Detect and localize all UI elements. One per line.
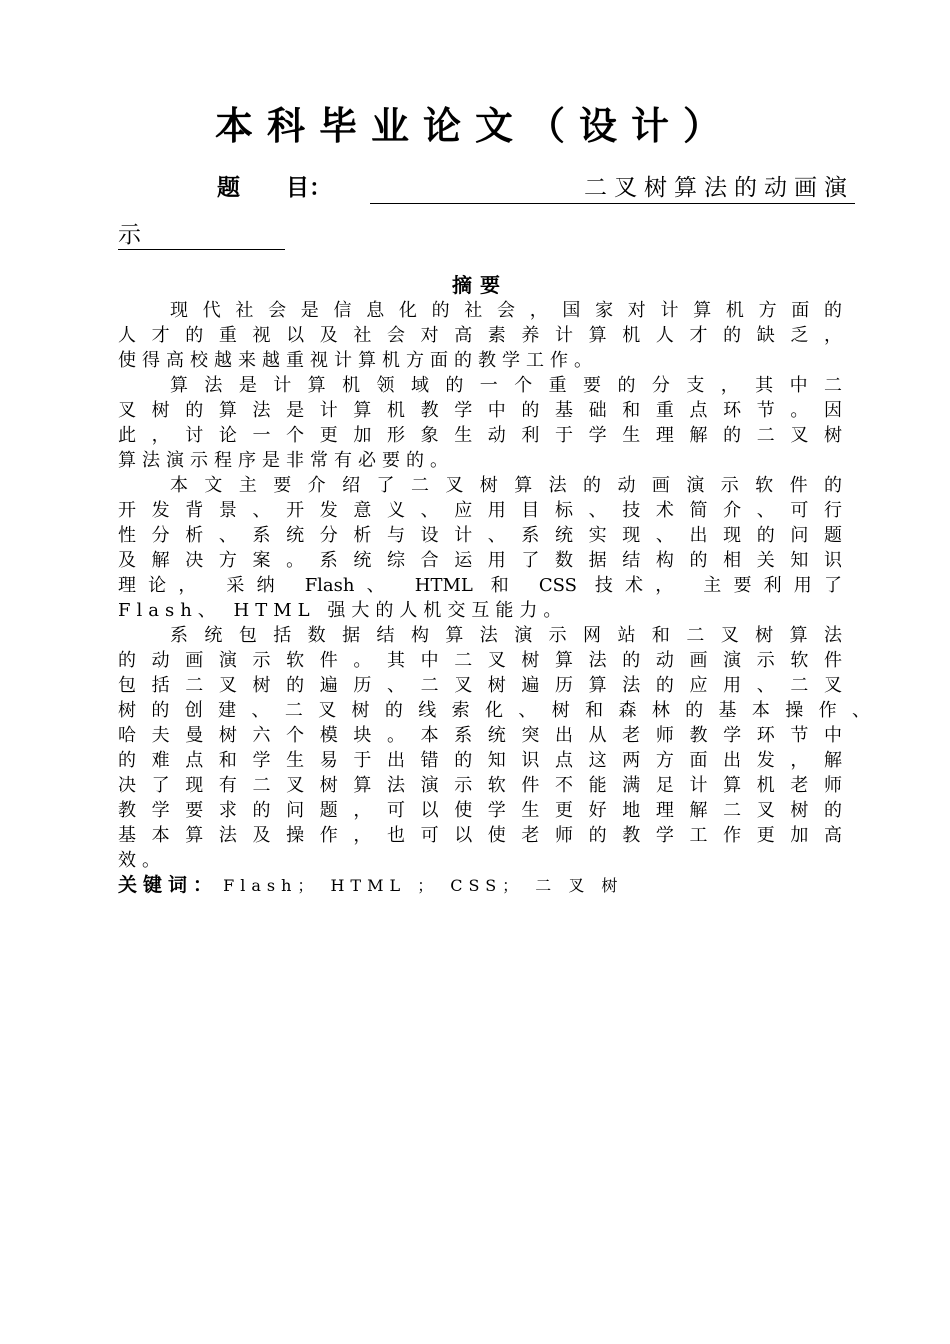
abstract-line: 算法是计算机领域的一个重要的分支，其中二 [170, 375, 842, 396]
keywords-value: Flash； HTML ； CSS； 二 叉 树 [223, 876, 624, 895]
abstract-line: 的动画演示软件。其中二叉树算法的动画演示软件 [118, 650, 842, 671]
abstract-line: 叉树的算法是计算机教学中的基础和重点环节。因 [118, 400, 842, 421]
topic-value-continued: 示 [118, 222, 285, 250]
abstract-line: 系统包括数据结构算法演示网站和二叉树算法 [170, 625, 842, 646]
abstract-line: 现代社会是信息化的社会，国家对计算机方面的 [170, 300, 842, 321]
abstract-line: 基本算法及操作，也可以使老师的教学工作更加高 [118, 825, 842, 846]
keywords-line [118, 873, 623, 898]
abstract-line: 及解决方案。系统综合运用了数据结构的相关知识 [118, 550, 842, 571]
abstract-heading: 摘要 [452, 273, 508, 297]
abstract-line: 包括二叉树的遍历、二叉树遍历算法的应用、二叉 [118, 675, 842, 696]
abstract-line: 哈夫曼树六个模块。本系统突出从老师教学环节中 [118, 725, 842, 746]
abstract-line: 此，讨论一个更加形象生动利于学生理解的二叉树 [118, 425, 842, 446]
abstract-line: 人才的重视以及社会对高素养计算机人才的缺乏， [118, 325, 842, 346]
abstract-line: 使得高校越来越重视计算机方面的教学工作。 [118, 350, 598, 371]
document-title: 本科毕业论文（设计） [214, 104, 735, 148]
topic-value: 二叉树算法的动画演 [584, 175, 854, 201]
abstract-line: 树的创建、二叉树的线索化、树和森林的基本操作、 [118, 700, 870, 721]
topic-label: 题 目： [217, 175, 332, 201]
abstract-line: 本文主要介绍了二叉树算法的动画演示软件的 [170, 475, 842, 496]
abstract-line: 算法演示程序是非常有必要的。 [118, 450, 454, 471]
abstract-line: 的难点和学生易于出错的知识点这两方面出发，解 [118, 750, 842, 771]
topic-line [0, 172, 950, 206]
abstract-line: 决了现有二叉树算法演示软件不能满足计算机老师 [118, 775, 842, 796]
abstract-line: 效。 [118, 850, 166, 871]
abstract-line: 开发背景、开发意义、应用目标、技术简介、可行 [118, 500, 842, 521]
abstract-line: Flash、 HTML 强大的人机交互能力。 [118, 600, 568, 621]
abstract-line: 教学要求的问题，可以使学生更好地理解二叉树的 [118, 800, 842, 821]
abstract-line: 性分析、系统分析与设计、系统实现、出现的问题 [118, 525, 842, 546]
keywords-label: 关键词： [118, 874, 219, 896]
abstract-line: 理论， 采纳 Flash、 HTML 和 CSS 技术， 主要利用了 [118, 575, 842, 596]
